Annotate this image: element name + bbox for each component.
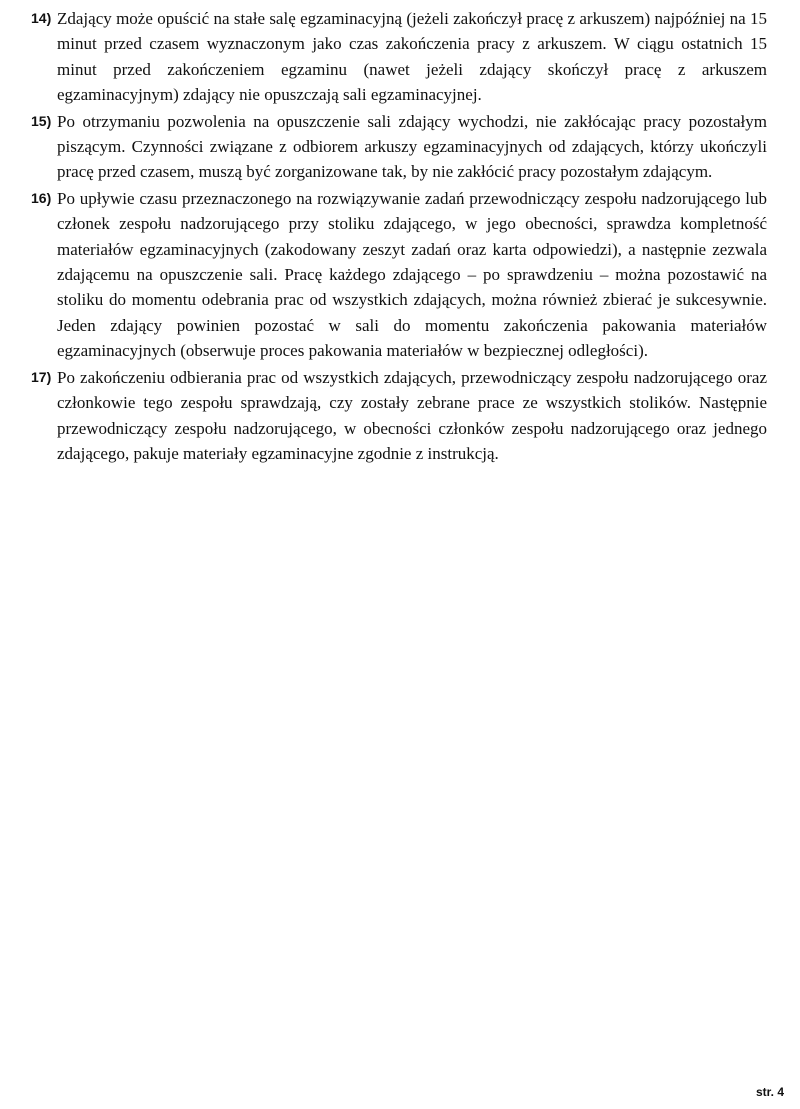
rule-number: 14) <box>31 10 52 26</box>
rule-item-16 <box>31 186 767 364</box>
rule-number: 17) <box>31 368 52 385</box>
rule-text: Po upływie czasu przeznaczonego na rozwiązywanie zadań przewodniczący zespołu nadzorującego lub członek zespołu nadzorującego przy stoliku zdającego, w jego obecności, sprawdza kompletność materiałów egzaminacyjnych (zakodowany zeszyt zadań oraz karta odpowiedzi), a następnie zezwala zdającemu na opuszczenie sali. Pracę każdego zdającego – po sprawdzeniu – można pozostawić na stoliku do momentu odebrania prac od wszystkich zdających, można również zbierać je sukcesywnie. Jeden zdający powinien pozostać w sali do momentu zakończenia pakowania materiałów egzaminacyjnych (obserwuje proces pakowania materiałów w bezpiecznej odległości). <box>57 188 767 361</box>
rules-list <box>31 6 767 467</box>
page-number: str. 4 <box>755 1085 784 1099</box>
rule-text: Po otrzymaniu pozwolenia na opuszczenie sali zdający wychodzi, nie zakłócając pracy pozostałym piszącym. Czynności związane z odbiorem arkuszy egzaminacyjnych od zdających, którzy ukończyli pracę przed czasem, muszą być zorganizowane tak, by nie zakłócić pracy pozostałym zdającym. <box>57 111 767 182</box>
rule-item-17 <box>31 365 767 467</box>
rule-item-15 <box>31 109 767 185</box>
rule-item-14 <box>31 6 767 108</box>
rule-text: Po zakończeniu odbierania prac od wszystkich zdających, przewodniczący zespołu nadzorującego oraz członkowie tego zespołu sprawdzają, czy zostały zebrane prace ze wszystkich stolików. Następnie przewodniczący zespołu nadzorującego, w obecności członków zespołu nadzorującego oraz jednego zdającego, pakuje materiały egzaminacyjne zgodnie z instrukcją. <box>57 367 767 463</box>
rule-text: Zdający może opuścić na stałe salę egzaminacyjną (jeżeli zakończył pracę z arkuszem) najpóźniej na 15 minut przed czasem wyznaczonym jako czas zakończenia pracy z arkuszem. W ciągu ostatnich 15 minut przed zakończeniem egzaminu (nawet jeżeli zdający skończył pracę z arkuszem egzaminacyjnym) zdający nie opuszczają sali egzaminacyjnej. <box>57 9 767 105</box>
rule-number: 16) <box>31 189 52 206</box>
rule-number: 15) <box>31 112 52 129</box>
